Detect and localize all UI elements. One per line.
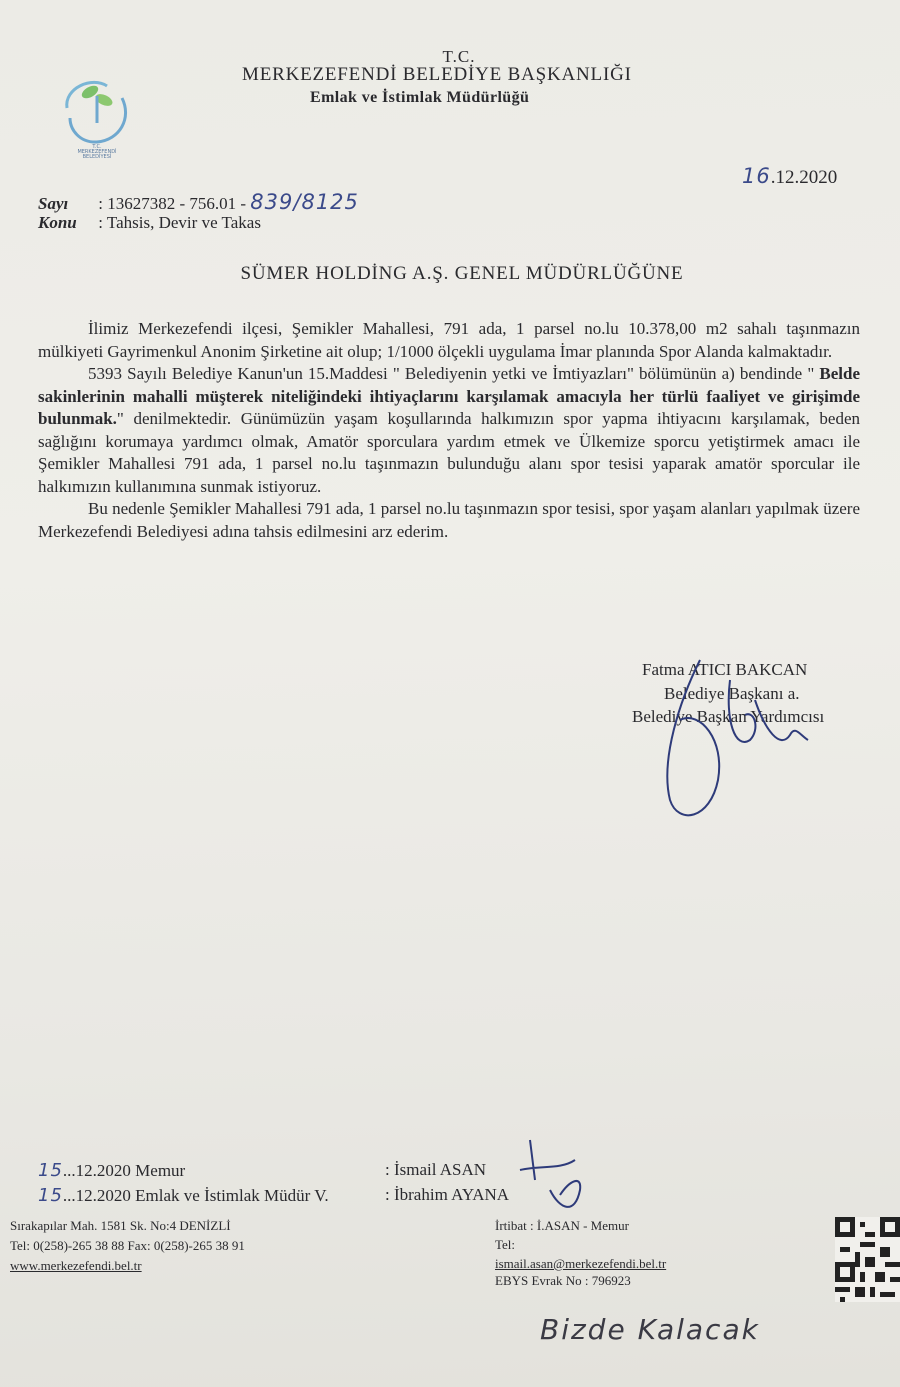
document-date [742,164,837,189]
approval-person-1: : İsmail ASAN [385,1160,487,1179]
footer-contact: İrtibat : İ.ASAN - Memur [495,1218,629,1233]
municipality-logo [52,68,142,158]
approval-day-2: 15 [38,1185,63,1206]
konu-row [38,213,261,233]
paragraph-2-rest: " denilmektedir. Günümüzün yaşam koşullarında halkımızın spor yapma ihtiyacını karşılamak, beden sağlığını korumaya yardımcı olmak, Amatör sporculara yardım etmek ve Ülkemize sporcu yetiştirmek amacı ile Şemikler Mahallesi 791 ada, 1 parsel no.lu taşınmazın bulunduğu alanı spor tesisi yaparak amatör sporcular ile halkımızın kullanımına sunmak istiyoruz. [38,409,860,496]
svg-text:BELEDİYESİ: BELEDİYESİ [82,154,112,158]
qr-code-icon [835,1217,900,1302]
sayi-row [38,190,359,214]
approval-text-1: ...12.2020 Memur [62,1161,186,1180]
approval-row-mudur [38,1185,510,1206]
paragraph-3: Bu nedenle Şemikler Mahallesi 791 ada, 1 parsel no.lu taşınmazın spor tesisi, spor yaşam alanları yapılmak üzere Merkezefendi Belediyesi adına tahsis edilmesini arz ederim. [38,499,860,541]
sayi-value: : 13627382 - 756.01 - [98,194,247,213]
date-handwritten: 16 [742,164,771,188]
approval-text-2: ...12.2020 Emlak ve İstimlak Müdür V. [62,1186,329,1205]
paragraph-2-quote: Belde sakinlerinin mahalli müşterek niteliğindeki ihtiyaçlarını karşılamak amacıyla her türlü faaliyet ve girişimde bulunmak. [38,364,861,428]
date-printed: .12.2020 [770,167,838,188]
svg-text:MERKEZEFENDİ: MERKEZEFENDİ [77,149,117,155]
footer-tel: Tel: [495,1237,516,1252]
paragraph-2 [38,363,860,498]
sayi-label: Sayı [38,194,69,213]
signatory-name: Fatma ATICI BAKCAN [642,660,808,679]
signatory-title-1: Belediye Başkanı a. [664,684,800,703]
paragraph-1: İlimiz Merkezefendi ilçesi, Şemikler Mahallesi, 791 ada, 1 parsel no.lu 10.378,00 m2 sahalı taşınmazın mülkiyeti Gayrimenkul Anonim Şirketine ait olup; 1/1000 ölçekli uygulama İmar planında Spor Alanda kalmaktadır. [38,319,860,361]
approval-person-2: : İbrahim AYANA [385,1185,510,1204]
konu-value: : Tahsis, Devir ve Takas [98,213,261,232]
header-department: Emlak ve İstimlak Müdürlüğü [310,89,530,106]
signatory-title-2: Belediye Başkan Yardımcısı [632,707,825,726]
handwritten-note: Bizde Kalacak [540,1313,760,1346]
footer-email-link[interactable]: ismail.asan@merkezefendi.bel.tr [495,1256,667,1271]
handwritten-signature [640,640,840,830]
footer-phone: Tel: 0(258)-265 38 88 Fax: 0(258)-265 38 91 [10,1238,245,1253]
addressee: SÜMER HOLDİNG A.Ş. GENEL MÜDÜRLÜĞÜNE [240,263,684,284]
header-institution: MERKEZEFENDİ BELEDİYE BAŞKANLIĞI [242,64,632,85]
sayi-handwritten: 839/8125 [250,190,359,214]
approval-day-1: 15 [38,1160,63,1181]
paragraph-2-intro: 5393 Sayılı Belediye Kanun'un 15.Maddesi " Belediyenin yetki ve İmtiyazları" bölümünün a) bendinde " [88,364,815,383]
konu-label: Konu [38,213,77,232]
footer-address: Sırakapılar Mah. 1581 Sk. No:4 DENİZLİ [10,1218,231,1233]
footer-ebys: EBYS Evrak No : 796923 [495,1273,631,1288]
approval-row-memur [38,1160,487,1181]
header-tc: T.C. [442,47,476,66]
letter-body [38,318,860,543]
svg-text:T.C.: T.C. [92,144,102,150]
initial-signatures [500,1130,600,1220]
footer-website-link[interactable]: www.merkezefendi.bel.tr [10,1258,142,1273]
